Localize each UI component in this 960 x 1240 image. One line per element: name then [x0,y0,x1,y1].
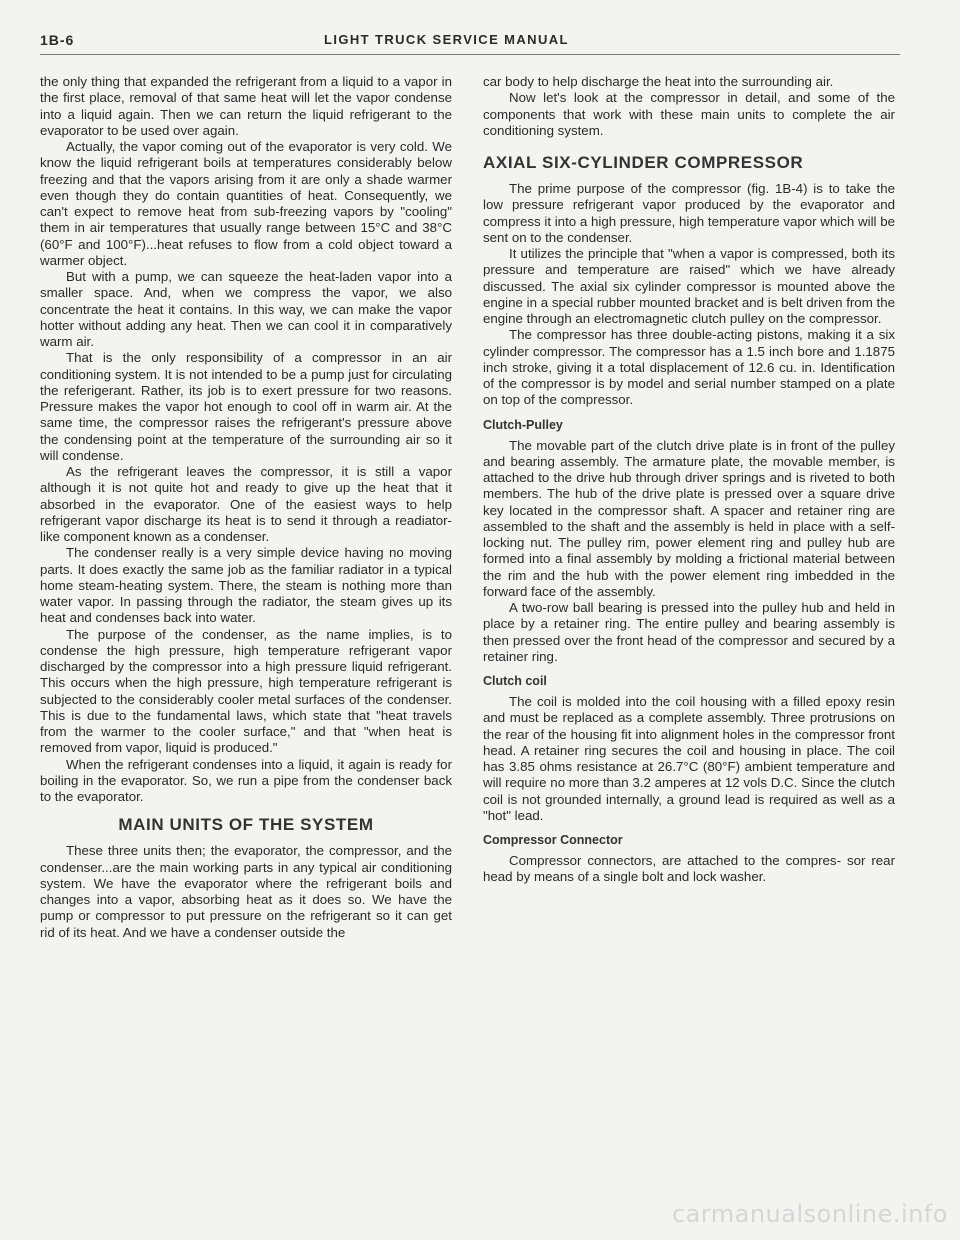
paragraph: The purpose of the condenser, as the name implies, is to condense the high pressure, high temperature refrigerant vapor discharged by the compressor into a high pressure liquid refrigerant. This occurs when the high pressure, high temperature refrigerant is subjected to the considerably cooler metal surfaces of the condenser. This is due to the fundamental laws, which state that "heat travels from the warmer to the cooler surface," and that "when heat is removed from vapor, liquid is produced." [40,626,452,756]
subheading-compressor-connector: Compressor Connector [483,833,623,847]
paragraph: That is the only responsibility of a compressor in an air conditioning system. It is not intended to be a pump just for circulating the referigerant. Rather, its job is to exert pressure for two reasons. Pressure makes the vapor hot enough to cool off in warm air. At the same time, the compressor raises the refrigerant's pressure above the condensing point at the temperature of the surrounding air so it will condense. [40,350,452,463]
paragraph: It utilizes the principle that "when a vapor is compressed, both its pressure and temperature are raised" which we have already discussed. The axial six cylinder compressor is mounted above the engine in a special rubber mounted bracket and is belt driven from the engine through an electromagnetic clutch pulley on the compressor. [483,246,895,326]
left-column [40,74,452,941]
section-heading-axial-compressor: AXIAL SIX-CYLINDER COMPRESSOR [483,153,804,172]
paragraph: the only thing that expanded the refrigerant from a liquid to a vapor in the first place, removal of that same heat will let the vapor condense into a liquid again. Then we can return the liquid refrigerant to the evaporator to be used over again. [40,74,452,138]
paragraph: car body to help discharge the heat into the surrounding air. [483,74,834,89]
paragraph: Compressor connectors, are attached to the compres- sor rear head by means of a single bolt and lock washer. [483,853,895,885]
running-title: LIGHT TRUCK SERVICE MANUAL [324,32,569,47]
right-column [483,74,895,886]
paragraph: The movable part of the clutch drive plate is in front of the pulley and bearing assembly. The armature plate, the movable member, is attached to the drive hub through driver springs and is riveted to both members. The hub of the drive plate is pressed over a square drive key located in the compressor shaft. A spacer and retainer ring are assembled to the shaft and the assembly is held in place with a self-locking nut. The pulley rim, power element ring and pulley hub are formed into a final assembly by molding a frictional material between the rim and the hub with the power element ring imbedded in the forward face of the assembly. [483,437,895,599]
header-rule [40,54,900,55]
paragraph: The coil is molded into the coil housing with a filled epoxy resin and must be replaced as a complete assembly. Three protrusions on the rear of the housing fit into alignment holes in the compressor front head. A retainer ring secures the coil and housing in place. The coil has 3.85 ohms resistance at 26.7°C (80°F) ambient temperature and will require no more than 3.2 amperes at 12 vols D.C. Since the clutch coil is not grounded internally, a ground lead is required as well as a "hot" lead. [483,694,895,823]
watermark: carmanualsonline.info [671,1200,948,1228]
subheading-clutch-coil: Clutch coil [483,674,547,688]
page-number: 1B-6 [40,32,75,48]
paragraph: These three units then; the evaporator, the compressor, and the condenser...are the main working parts in any typical air conditioning system. We have the evaporator where the refrigerant boils and changes into a vapor, absorbing heat as it does so. We have the pump or compressor to put pressure on the refrigerant so it can get rid of its heat. And we have a condenser outside the [40,843,452,940]
section-heading-main-units: MAIN UNITS OF THE SYSTEM [118,815,374,835]
paragraph: As the refrigerant leaves the compressor, it is still a vapor although it is not quite hot and ready to give up the heat that it absorbed in the evaporator. One of the easiest ways to help refrigerant vapor discharge its heat is to send it through a readiator-like component known as a condenser. [40,464,452,544]
paragraph: The condenser really is a very simple device having no moving parts. It does exactly the same job as the familiar radiator in a typical home steam-heating system. There, the steam is nothing more than water vapor. In passing through the radiator, the steam gives up its heat and condenses back into water. [40,545,452,626]
subheading-clutch-pulley: Clutch-Pulley [483,417,563,432]
paragraph: Actually, the vapor coming out of the evaporator is very cold. We know the liquid refrigerant boils at temperatures considerably below freezing and that the vapors arising from it are only a shade warmer even though they do contain quantities of heat. Consequently, we can't expect to remove heat from sub-freezing vapors by "cooling" them in air temperatures that usually range between 15°C and 38°C (60°F and 100°F)...heat refuses to flow from a cold object toward a warmer object. [40,139,452,268]
page-header [40,30,900,56]
paragraph: A two-row ball bearing is pressed into the pulley hub and held in place by a retainer ring. The entire pulley and bearing assembly is then pressed over the front head of the compressor and secured by a retainer ring. [483,600,895,664]
paragraph: When the refrigerant condenses into a liquid, it again is ready for boiling in the evaporator. So, we run a pipe from the condenser back to the evaporator. [40,756,452,804]
paragraph: The compressor has three double-acting pistons, making it a six cylinder compressor. The compressor has a 1.5 inch bore and 1.1875 inch stroke, giving it a total displacement of 12.6 cu. in. Identification of the compressor is by model and serial number stamped on a plate on top of the compressor. [483,327,895,408]
paragraph: But with a pump, we can squeeze the heat-laden vapor into a smaller space. And, when we compress the vapor, we also concentrate the heat it contains. In this way, we can make the vapor hotter without adding any heat. Then we can cool it in comparatively warm air. [40,269,452,349]
paragraph: Now let's look at the compressor in detail, and some of the components that work with these main units to complete the air conditioning system. [483,90,895,138]
paragraph: The prime purpose of the compressor (fig. 1B-4) is to take the low pressure refrigerant vapor produced by the evaporator and compress it into a high pressure, high temperature vapor which will be sent on to the condenser. [483,181,895,245]
